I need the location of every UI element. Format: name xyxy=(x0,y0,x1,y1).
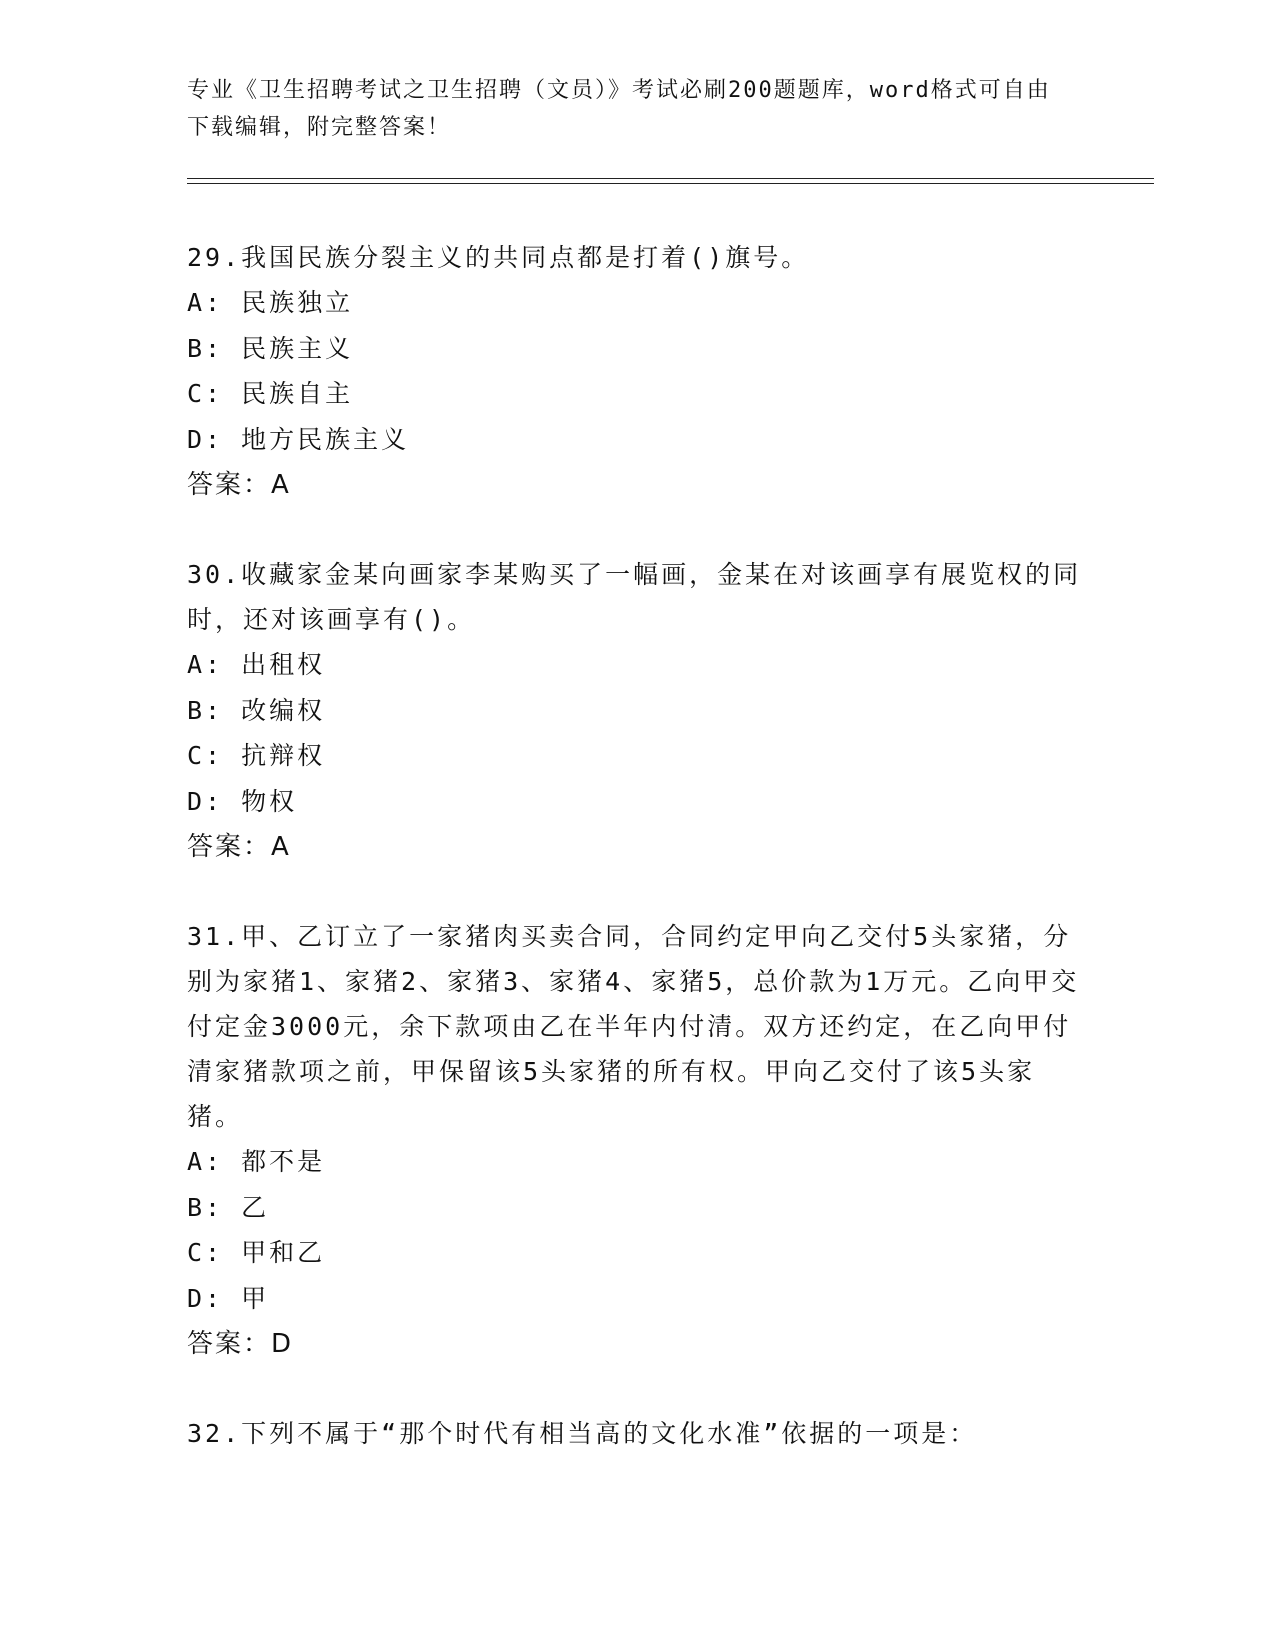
option-c: C: 甲和乙 xyxy=(187,1238,326,1267)
option-b: B: 改编权 xyxy=(187,695,326,725)
question-29 xyxy=(187,235,1087,508)
option-a: A: 民族独立 xyxy=(187,288,354,317)
option-c: C: 抗辩权 xyxy=(187,741,326,770)
option-d: D: 物权 xyxy=(187,786,298,816)
option-a: A: 出租权 xyxy=(187,650,326,679)
question-list xyxy=(187,235,1087,1500)
question-31 xyxy=(187,914,1087,1367)
option-d: D: 甲 xyxy=(187,1283,270,1313)
question-30 xyxy=(187,552,1087,870)
question-32 xyxy=(187,1411,1087,1456)
answer-line: 答案：A xyxy=(187,832,291,862)
question-stem: 32.下列不属于“那个时代有相当高的文化水准”依据的一项是： xyxy=(187,1419,978,1448)
option-b: B: 民族主义 xyxy=(187,333,354,363)
answer-line: 答案：D xyxy=(187,1329,294,1359)
question-stem: 31.甲、乙订立了一家猪肉买卖合同，合同约定甲向乙交付5头家猪，分别为家猪1、家猪2、家猪3、家猪4、家猪5，总价款为1万元。乙向甲交付定金3000元，余下款项由乙在半年内付清。双方还约定，在乙向甲付清家猪款项之前，甲保留该5头家猪的所有权。甲向乙交付了该5头家猪。 xyxy=(187,922,1080,1131)
header-divider xyxy=(187,178,1154,184)
answer-line: 答案：A xyxy=(187,470,291,500)
question-stem: 29.我国民族分裂主义的共同点都是打着()旗号。 xyxy=(187,243,810,272)
header-note: 专业《卫生招聘考试之卫生招聘（文员）》考试必刷200题题库，word格式可自由下载编辑，附完整答案！ xyxy=(187,78,1051,140)
option-b: B: 乙 xyxy=(187,1192,270,1222)
question-stem: 30.收藏家金某向画家李某购买了一幅画，金某在对该画享有展览权的同时，还对该画享有()。 xyxy=(187,560,1082,634)
option-a: A: 都不是 xyxy=(187,1147,326,1176)
option-d: D: 地方民族主义 xyxy=(187,424,410,454)
option-c: C: 民族自主 xyxy=(187,379,354,408)
